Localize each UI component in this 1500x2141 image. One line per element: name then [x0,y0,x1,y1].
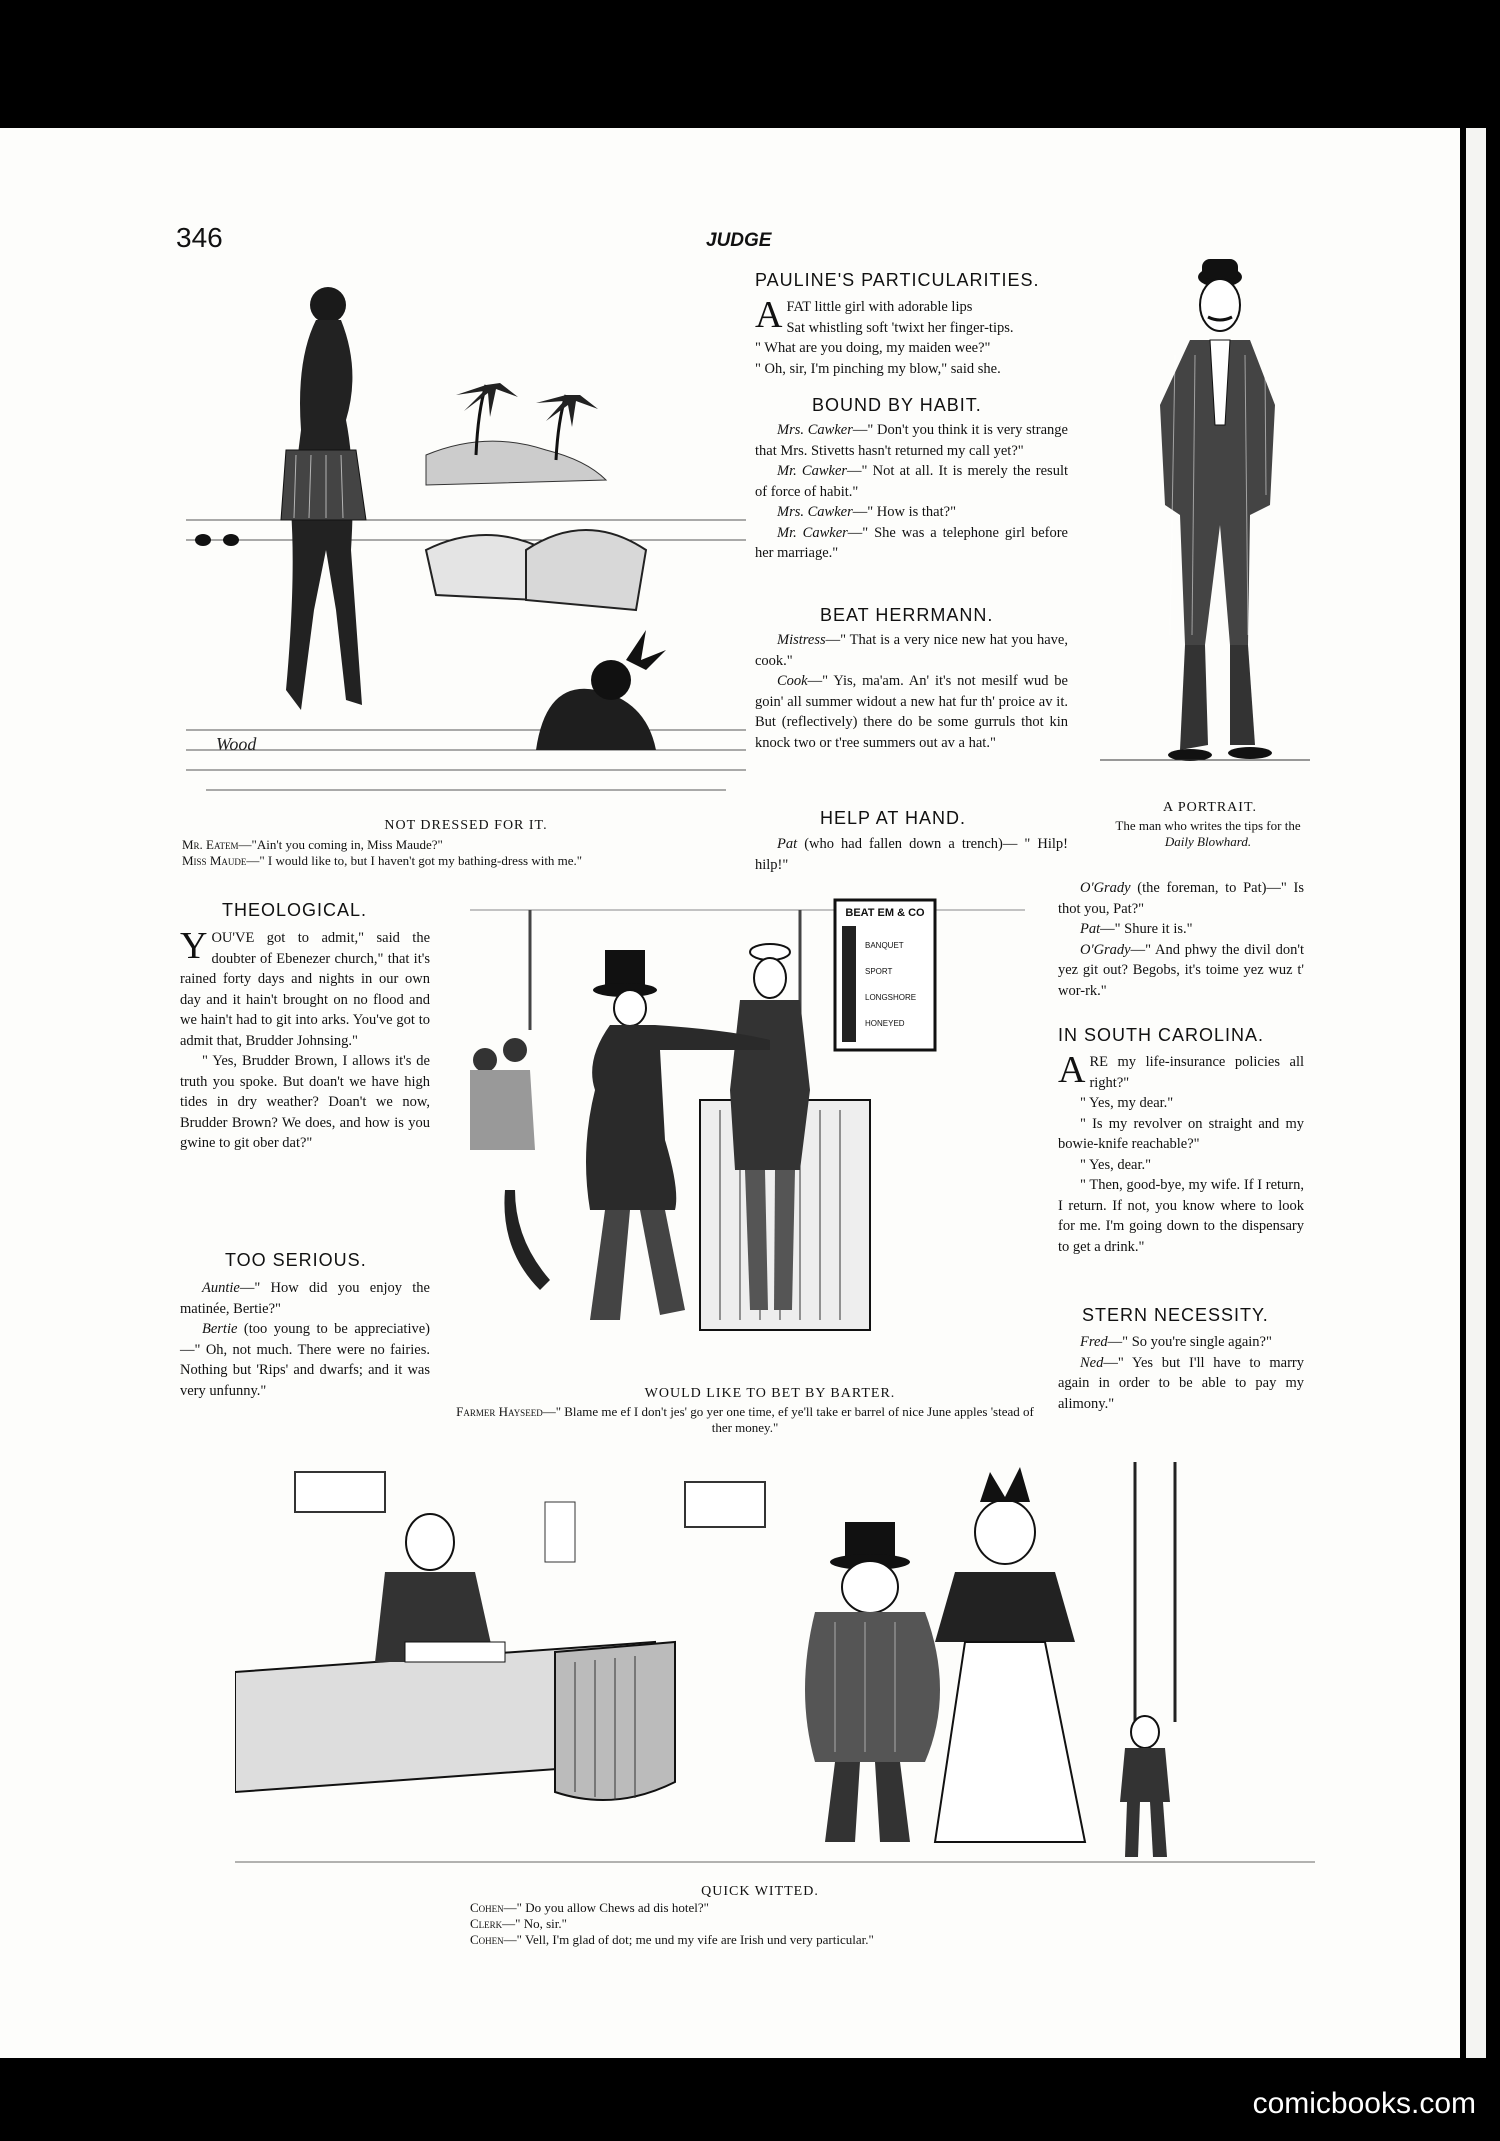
illustration-quick-witted [235,1462,1315,1882]
magazine-title: JUDGE [706,230,772,251]
caption-barter: Farmer Hayseed—" Blame me ef I don't jes' go yer one time, ef ye'll take er barrel of nice June apples 'stead of ther money." [456,1404,1034,1435]
heading-serious: TOO SERIOUS. [225,1250,367,1270]
article-carolina: ARE my life-insurance policies all right?" " Yes, my dear." " Is my revolver on straight and my bowie-knife reachable?" " Yes, dear." " Then, good-bye, my wife. If I return, I return. If not, you know where to look for me. I'm going down to the dispensary to get a drink." [1058,1049,1304,1255]
article-theological: YOU'VE got to admit," said the doubter of Ebenezer church," that it's rained forty days and nights in our own day and it hain't brought on no flood and we hain't had to git into arks. You've got to admit that, Brudder Johnsing." " Yes, Brudder Brown, I allows it's de truth you spoke. But doan't we have high tides in dry weather? Doan't we now, Brudder Brown? We does, and how is you gwine to git ober dat?" [180,925,430,1151]
heading-bound: BOUND BY HABIT. [812,395,982,415]
caption-title: NOT DRESSED FOR IT. [384,818,548,833]
sign-row: BANQUET [865,941,904,950]
article-stern: Fred—" So you're single again?" Ned—" Yes but I'll have to marry again in order to be able to pay my alimony." [1058,1334,1304,1412]
article-serious: Auntie—" How did you enjoy the matinée, Bertie?" Bertie (too young to be appreciative)—" Oh, not much. There were no fairies. Nothing but 'Rips' and dwarfs; and it was very unfunny." [180,1280,430,1399]
heading-carolina: IN SOUTH CAROLINA. [1058,1025,1265,1045]
heading-theological: THEOLOGICAL. [222,900,368,920]
caption-title: A PORTRAIT. [1163,800,1257,815]
poem-pauline: A FAT little girl with adorable lips Sat whistling soft 'twixt her finger-tips. " What are you doing, my maiden wee?" " Oh, sir, I'm pinching my blow," said she. [755,294,1014,377]
caption-line: Cohen—" Do you allow Chews ad dis hotel?" [470,1900,709,1915]
caption-line: Miss Maude—" I would like to, but I haven't got my bathing-dress with me." [182,853,583,868]
site-watermark: comicbooks.com [1252,2087,1476,2120]
sign-row: HONEYED [865,1019,905,1028]
heading-stern: STERN NECESSITY. [1082,1305,1269,1325]
sign-row: SPORT [865,967,893,976]
illustration-portrait [1080,245,1310,785]
artist-signature: Wood [216,734,257,754]
heading-pauline: PAULINE'S PARTICULARITIES. [755,270,1040,290]
page-number: 346 [176,222,223,253]
caption-title: WOULD LIKE TO BET BY BARTER. [644,1386,896,1401]
heading-help: HELP AT HAND. [820,808,967,828]
caption-line: Cohen—" Vell, I'm glad of dot; me und my vife are Irish und very particular." [470,1932,874,1947]
article-help-continued: O'Grady (the foreman, to Pat)—" Is thot you, Pat?" Pat—" Shure it is." O'Grady—" And phwy the divil don't yez git out? Begobs, it's toime yez wuz t' wor-rk." [1058,880,1304,999]
illustration-barter [470,890,1025,1380]
next-page-edge [1466,128,1486,2058]
illustration-not-dressed [186,250,746,810]
caption-portrait: The man who writes the tips for the Daily Blowhard. [1115,818,1301,849]
article-herrmann: Mistress—" That is a very nice new hat you have, cook." Cook—" Yis, ma'am. An' it's not mesilf wud be goin' all summer widout a new hat fur th' proice av it. But (reflectively) there do be some gurruls thot kin knock two or t'ree summers out av a hat." [755,632,1068,751]
sign-row: LONGSHORE [865,993,917,1002]
caption-line: Clerk—" No, sir." [470,1916,567,1931]
sign-label: BEAT EM & CO [845,907,925,919]
article-help: Pat (who had fallen down a trench)— " Hilp! hilp!" [755,836,1068,873]
caption-line: Mr. Eatem—"Ain't you coming in, Miss Maude?" [182,837,443,852]
article-bound: Mrs. Cawker—" Don't you think it is very strange that Mrs. Stivetts hasn't returned my call yet?" Mr. Cawker—" Not at all. It is merely the result of force of habit." Mrs. Cawker—" How is that?" Mr. Cawker—" She was a telephone girl before her marriage." [755,422,1068,561]
caption-title: QUICK WITTED. [701,1884,819,1899]
heading-herrmann: BEAT HERRMANN. [820,605,994,625]
